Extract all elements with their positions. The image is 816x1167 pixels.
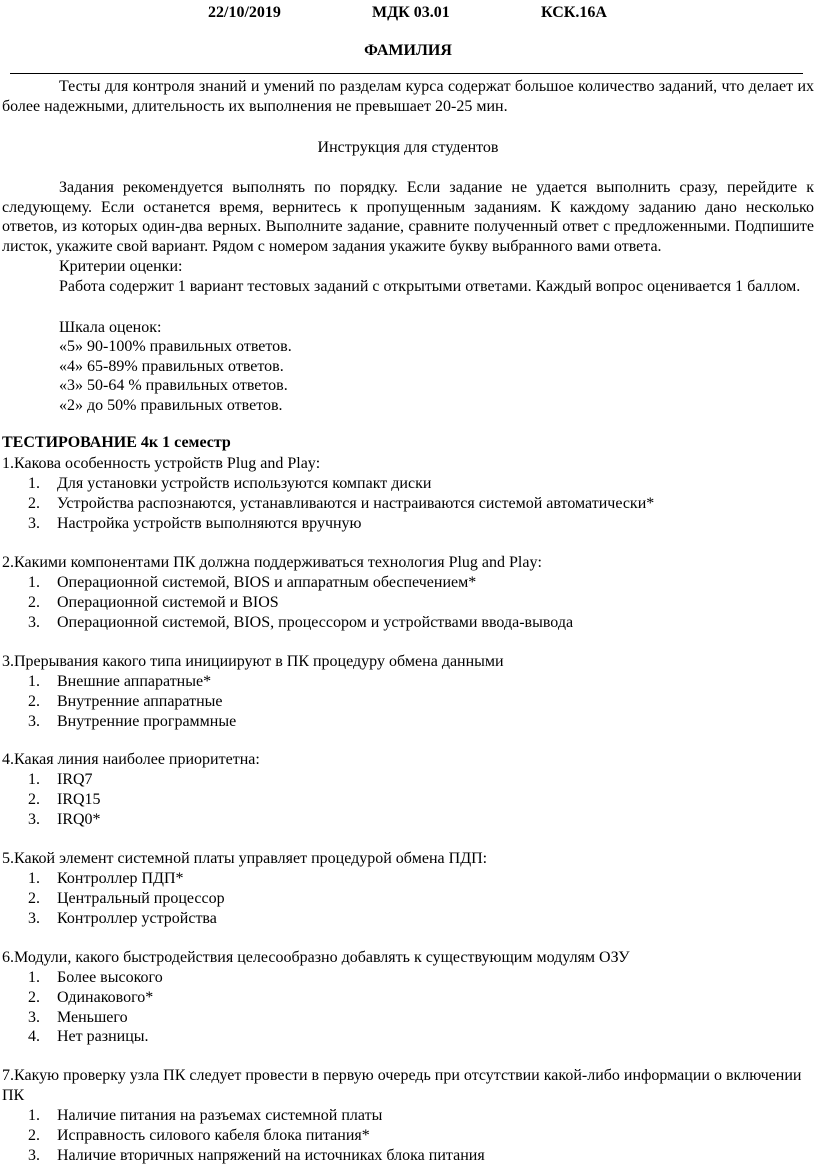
instructions-paragraph: Задания рекомендуется выполнять по порядку. Если задание не удается выполнить сразу, перейдите к следующему. Если останется время, вернитесь к пропущенным заданиям. К каждому заданию дано несколько ответов, из которых один-два верных. Выполните задание, сравните полученный ответ с предложенными. Подпишите листок, укажите свой вариант. Рядом с номером задания укажите букву выбранного вами ответа.	[2, 179, 814, 255]
question-text: 6.Модули, какого быстродействия целесообразно добавлять к существующим модулям ОЗУ	[2, 949, 630, 966]
instructions-title: Инструкция для студентов	[317, 139, 499, 156]
question-text: 2.Какими компонентами ПК должна поддерживаться технология Plug and Play:	[2, 554, 542, 571]
name-line	[10, 73, 803, 74]
criteria-title: Критерии оценки:	[59, 258, 183, 275]
scale-title: Шкала оценок:	[59, 319, 162, 336]
scale-item: «4» 65-89% правильных ответов.	[59, 358, 284, 375]
intro-paragraph: Тесты для контроля знаний и умений по разделам курса содержат большое количество заданий, что делает их более надежными, длительность их выполнения не превышает 20-25 мин.	[2, 78, 814, 115]
header-course: МДК 03.01	[372, 4, 450, 21]
scale-item: «5» 90-100% правильных ответов.	[59, 338, 292, 355]
question-text: 3.Прерывания какого типа инициируют в ПК процедуру обмена данными	[2, 653, 504, 670]
document-page: 22/10/2019 МДК 03.01 КСК.16А ФАМИЛИЯ Тесты для контроля знаний и умений по разделам курса содержат большое количество заданий, что делает их более надежными, длительность их выполнения не превышает 20-25 мин. Инструкция для студентов Задания рекомендуется выполнять по порядку. Если задание не удается выполнить сразу, перейдите к следующему. Если останется время, вернитесь к пропущенным заданиям. К каждому заданию дано несколько ответов, из которых один-два верных. Выполните задание, сравните полученный ответ с предложенными. Подпишите листок, укажите свой вариант. Рядом с номером задания укажите букву выбранного вами ответа. Критерии оценки: Работа содержит 1 вариант тестовых заданий с открытыми ответами. Каждый вопрос оценивается 1 баллом. Шкала оценок: «5» 90-100% правильных ответов. «4» 65-89% правильных ответов. «3» 50-64 % правильных ответов. «2» до 50% правильных ответов. ТЕСТИРОВАНИЕ 4к 1 семестр 1.Какова особенность устройств Plug and Play: 1. Для установки устройств используются компакт диски 2. Устройства распознаются, устанавливаются и настраиваются системой автоматически* 3. Настройка устройств выполняются вручную 2.Какими компонентами ПК должна поддерживаться технология Plug and Play: 1. Операционной системой, BIOS и аппаратным обеспечением* 2. Операционной системой и BIOS 3. Операционной системой, BIOS, процессором и устройствами ввода-вывода 3.Прерывания какого типа инициируют в ПК процедуру обмена данными 1. Внешние аппаратные* 2. Внутренние аппаратные 3. Внутренние программные 4.Какая линия наиболее приоритетна: 1. IRQ7 2. IRQ15 3. IRQ0* 5.Какой элемент системной платы управляет процедурой обмена ПДП: 1. Контроллер ПДП* 2. Центральный процессор 3. Контроллер устройства 6.Модули, какого быстродействия целесообразно добавлять к существующим модулям ОЗУ 1. Более высокого 2. Одинакового* 3. Меньшего 4. Нет разницы. 7.Какую проверку узла ПК следует провести в первую очередь при отсутствии какой-либо информации о включении ПК 1. Наличие питания на разъемах системной платы 2. Исправность силового кабеля блока питания* 3. Наличие вторичных напряжений на источниках блока питания	[2, 4, 814, 1164]
question-text: 5.Какой элемент системной платы управляет процедурой обмена ПДП:	[2, 850, 488, 867]
question-text: 4.Какая линия наиболее приоритетна:	[2, 751, 260, 768]
scale-item: «2» до 50% правильных ответов.	[59, 397, 283, 414]
question-text: 1.Какова особенность устройств Plug and Play:	[2, 455, 321, 472]
test-title: ТЕСТИРОВАНИЕ 4к 1 семестр	[2, 434, 231, 451]
criteria-paragraph: Работа содержит 1 вариант тестовых заданий с открытыми ответами. Каждый вопрос оценивается 1 баллом.	[59, 278, 801, 295]
question-text: 7.Какую проверку узла ПК следует провести в первую очередь при отсутствии какой-либо информации о включении ПК	[2, 1067, 802, 1104]
header-group: КСК.16А	[541, 4, 607, 21]
scale-item: «3» 50-64 % правильных ответов.	[59, 377, 288, 394]
name-label: ФАМИЛИЯ	[364, 42, 452, 59]
header-date: 22/10/2019	[208, 4, 281, 21]
